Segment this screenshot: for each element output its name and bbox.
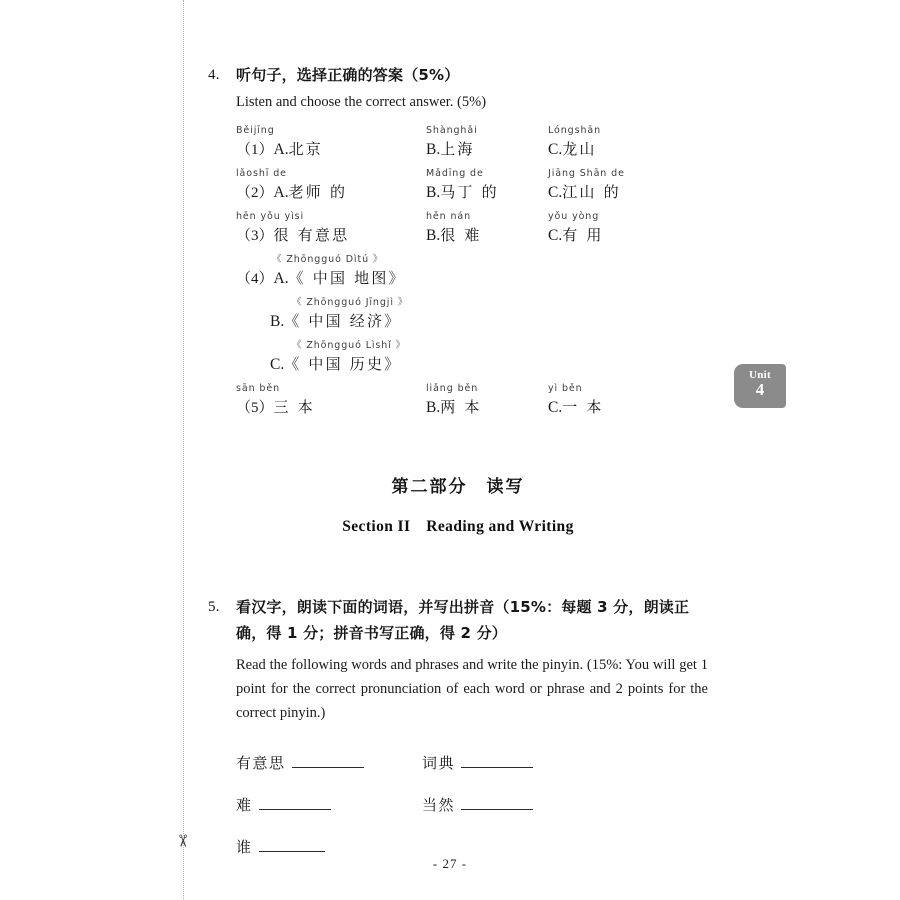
word-entry (422, 794, 533, 815)
page-content (208, 64, 708, 878)
hanzi-text: 两 本 (440, 397, 482, 416)
option-letter: B. (426, 226, 441, 244)
option-cell (270, 340, 406, 376)
pinyin-label: 《 Zhōngguó Jīngjì 》 (292, 296, 409, 308)
exercise-4-title-cn-text: 听句子，选择正确的答案（5%） (236, 66, 460, 84)
word-text: 难 (236, 796, 253, 815)
hanzi-text: 有 用 (562, 225, 604, 244)
pinyin-label: yǒu yòng (548, 210, 600, 222)
option-letter: A. (273, 269, 289, 287)
pinyin-blank[interactable] (461, 752, 533, 768)
option-cell (270, 297, 408, 333)
option-cell (548, 383, 604, 419)
section-heading (208, 472, 708, 536)
hanzi-line (426, 223, 482, 247)
option-letter: C. (270, 355, 285, 373)
word-text: 当然 (422, 796, 456, 815)
hanzi-line (548, 395, 604, 419)
hanzi-text: 很 难 (440, 225, 482, 244)
pinyin-label: Lóngshān (548, 124, 602, 136)
item-number: （1） (236, 141, 274, 158)
section-title-en: Section II Reading and Writing (342, 517, 574, 535)
hanzi-line (236, 180, 347, 204)
pinyin-label: Shànghǎi (426, 124, 478, 136)
hanzi-line (548, 180, 625, 204)
option-cell (236, 211, 349, 247)
hanzi-line (548, 223, 604, 247)
word-text: 谁 (236, 838, 253, 857)
hanzi-text: 三 本 (273, 397, 315, 416)
word-entry (236, 836, 325, 857)
option-letter: C. (548, 226, 563, 244)
question-row (208, 297, 708, 340)
pinyin-label: Jiāng Shān de (548, 167, 625, 179)
option-cell (236, 254, 406, 290)
word-text: 词典 (422, 754, 456, 773)
question-row (208, 168, 708, 211)
word-entry (422, 752, 533, 773)
pinyin-label: yì běn (548, 382, 583, 394)
cut-line (183, 0, 184, 900)
hanzi-line (236, 266, 406, 290)
pinyin-blank[interactable] (461, 794, 533, 810)
option-letter: A. (273, 140, 289, 158)
hanzi-line (426, 395, 482, 419)
option-letter: B. (426, 398, 441, 416)
pinyin-label: hěn nán (426, 210, 472, 222)
option-cell (426, 383, 482, 419)
hanzi-line (426, 180, 499, 204)
hanzi-line (236, 223, 349, 247)
item-number: （3） (236, 227, 274, 244)
option-cell (548, 125, 601, 161)
question-row (208, 211, 708, 254)
option-cell (236, 383, 315, 419)
hanzi-text: 江山 的 (562, 182, 621, 201)
exercise-4 (208, 64, 708, 426)
word-row (236, 752, 708, 794)
pinyin-label: Mǎdīng de (426, 167, 484, 179)
hanzi-text: 龙山 (562, 139, 597, 158)
item-number: （2） (236, 184, 274, 201)
option-letter: B. (270, 312, 285, 330)
pinyin-blank[interactable] (259, 836, 325, 852)
hanzi-text: 北京 (288, 139, 323, 158)
option-letter: C. (548, 183, 563, 201)
exercise-5 (208, 594, 708, 878)
question-row (208, 254, 708, 297)
section-title-cn: 第二部分 读写 (391, 476, 525, 497)
exercise-4-title-en: Listen and choose the correct answer. (5%) (236, 93, 487, 110)
item-number: （5） (236, 399, 274, 416)
option-letter: A. (273, 183, 289, 201)
question-row (208, 383, 708, 426)
question-row (208, 125, 708, 168)
pinyin-blank[interactable] (259, 794, 331, 810)
word-entry (236, 794, 331, 815)
word-entry (236, 752, 364, 773)
hanzi-text: 上海 (440, 139, 475, 158)
item-number: （4） (236, 270, 274, 287)
hanzi-text: 《 中国 历史》 (284, 354, 402, 373)
option-letter: B. (426, 140, 441, 158)
option-cell (426, 125, 478, 161)
hanzi-text: 很 有意思 (273, 225, 350, 244)
hanzi-line (270, 352, 406, 376)
unit-tab-label: Unit (749, 369, 771, 381)
option-letter: C. (548, 140, 563, 158)
pinyin-blank[interactable] (292, 752, 364, 768)
pinyin-label: lǎoshī de (236, 167, 287, 179)
hanzi-text: 一 本 (562, 397, 604, 416)
exercise-5-title-en: Read the following words and phrases and write the pinyin. (15%: You will get 1 point for the correct pronunciation of each word or phrase and 2 points for the correct pinyin.) (236, 657, 708, 722)
option-cell (236, 168, 347, 204)
exercise-5-title-cn-text: 看汉字，朗读下面的词语，并写出拼音（15%：每题 3 分，朗读正确，得 1 分；拼音书写正确，得 2 分） (236, 597, 690, 643)
option-letter: C. (548, 398, 563, 416)
option-cell (548, 211, 604, 247)
unit-tab-number: 4 (755, 380, 765, 399)
pinyin-label: liǎng běn (426, 382, 479, 394)
hanzi-text: 老师 的 (288, 182, 348, 201)
option-cell (426, 168, 499, 204)
pinyin-label: 《 Zhōngguó Lìshǐ 》 (292, 339, 407, 351)
hanzi-line (236, 395, 315, 419)
exercise-4-title-cn (208, 64, 708, 87)
hanzi-line (548, 137, 601, 161)
question-row (208, 340, 708, 383)
unit-tab (734, 364, 786, 408)
pinyin-label: hěn yǒu yìsi (236, 210, 305, 222)
option-cell (236, 125, 323, 161)
hanzi-text: 马丁 的 (440, 182, 499, 201)
option-letter: B. (426, 183, 441, 201)
scissors-icon: ✂ (173, 833, 192, 849)
exercise-5-number: 5. (208, 598, 220, 615)
pinyin-label: 《 Zhōngguó Dìtú 》 (272, 253, 384, 265)
exercise-5-title-cn (208, 594, 708, 647)
hanzi-line (426, 137, 478, 161)
pinyin-label: sān běn (236, 382, 281, 394)
word-text: 有意思 (236, 754, 286, 773)
exercise-4-number: 4. (208, 67, 220, 83)
word-row (236, 794, 708, 836)
page-number: - 27 - (432, 856, 468, 871)
pinyin-label: Běijīng (236, 124, 275, 136)
option-cell (426, 211, 482, 247)
hanzi-text: 《 中国 地图》 (288, 268, 406, 287)
hanzi-line (236, 137, 323, 161)
option-cell (548, 168, 625, 204)
hanzi-line (270, 309, 408, 333)
hanzi-text: 《 中国 经济》 (284, 311, 402, 330)
